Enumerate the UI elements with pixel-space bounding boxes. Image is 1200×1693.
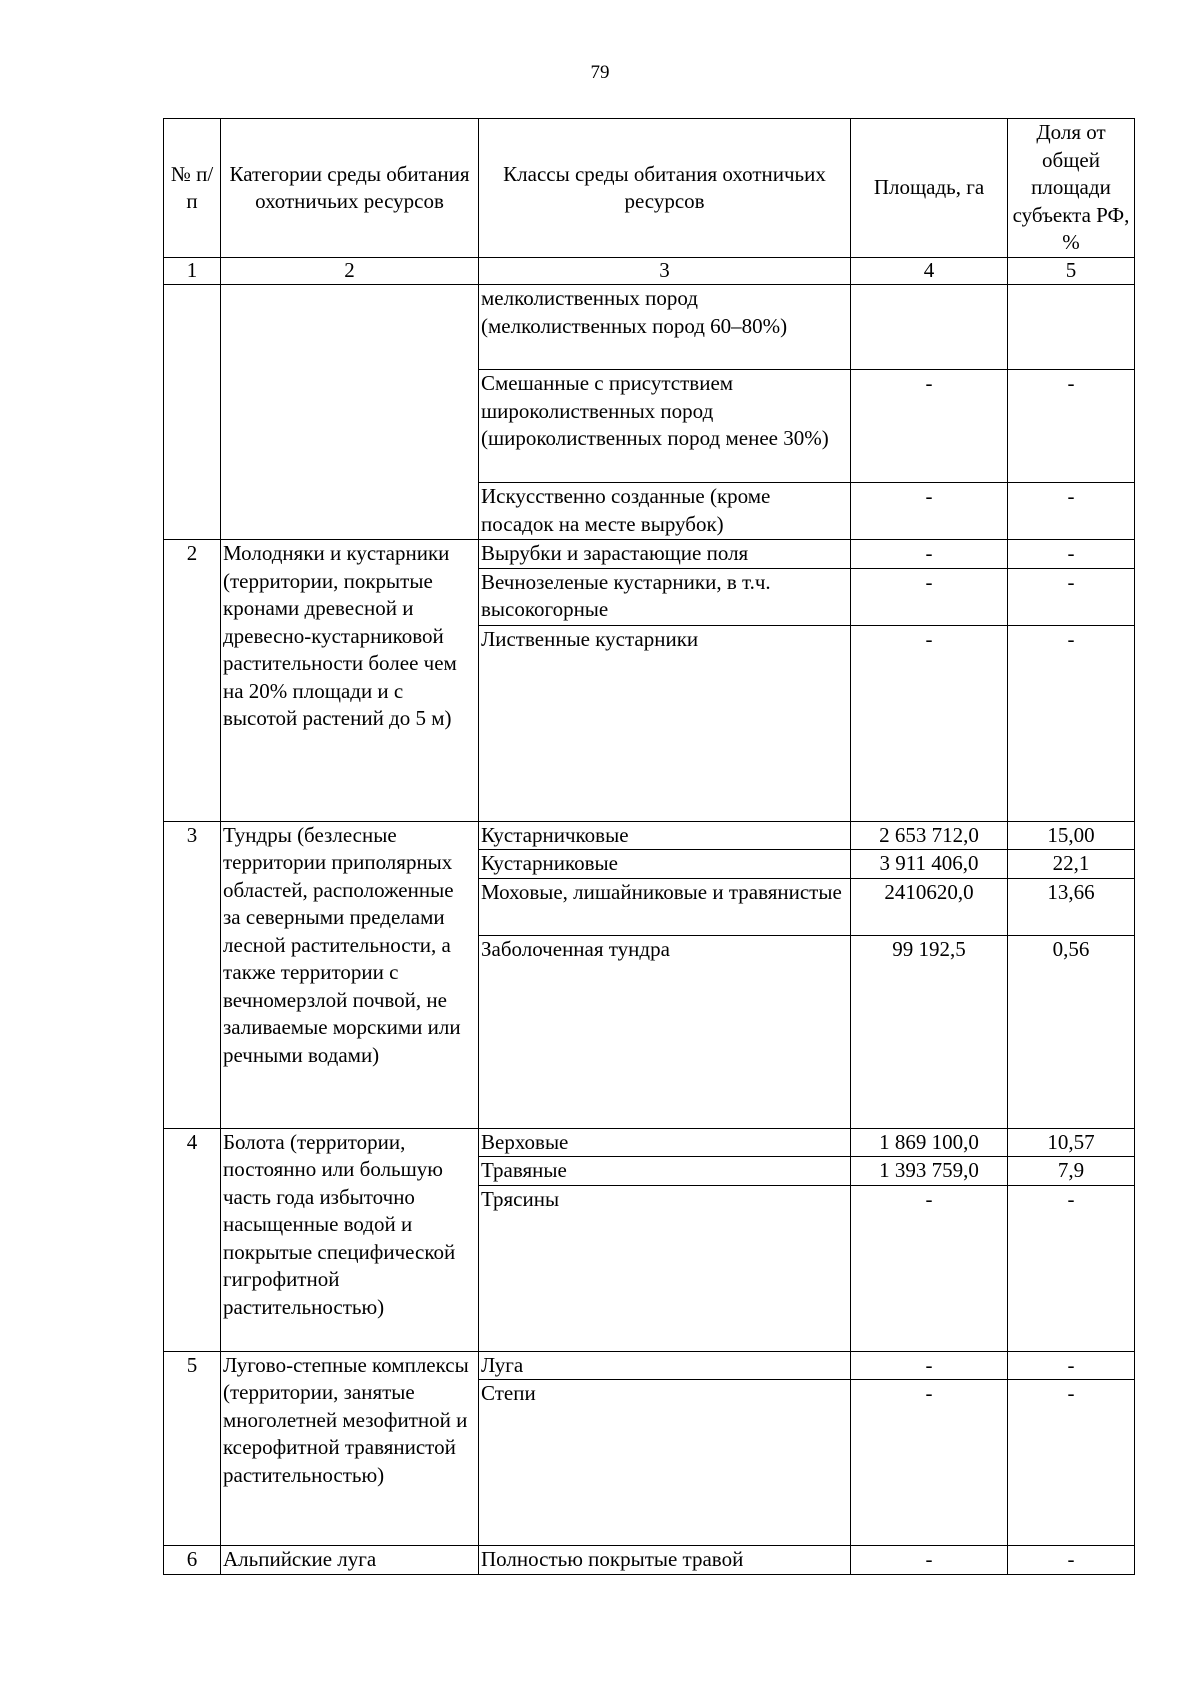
area-cell [851,285,1008,370]
area-cell: 99 192,5 [851,935,1008,1128]
row-number: 2 [164,540,221,822]
class-cell: Кустарничковые [479,821,851,850]
header-number: № п/п [164,119,221,258]
share-cell: - [1008,1185,1135,1351]
category-cell: Лугово-степные комплексы (территории, занятые многолетней мезофитной и ксерофитной травянистой растительностью) [221,1351,479,1546]
column-index-row [164,258,1135,285]
area-cell: - [851,370,1008,483]
share-cell: - [1008,1546,1135,1575]
area-cell: - [851,1546,1008,1575]
class-cell: Степи [479,1380,851,1546]
share-cell: - [1008,370,1135,483]
table-row [164,1351,1135,1380]
table-row [164,1546,1135,1575]
share-cell: 0,56 [1008,935,1135,1128]
category-cell: Молодняки и кустарники (территории, покрытые кронами древесной и древесно-кустарниковой растительности более чем на 20% площади и с высотой растений до 5 м) [221,540,479,822]
area-cell: - [851,568,1008,625]
share-cell: 15,00 [1008,821,1135,850]
area-cell: - [851,1380,1008,1546]
class-cell: Моховые, лишайниковые и травянистые [479,878,851,935]
class-cell: Кустарниковые [479,850,851,879]
habitat-table [163,118,1135,1575]
share-cell: 10,57 [1008,1128,1135,1157]
page-number: 79 [590,62,610,83]
column-index: 3 [479,258,851,285]
category-cell: Альпийские луга [221,1546,479,1575]
class-cell: Травяные [479,1157,851,1186]
table-row [164,540,1135,569]
table-row [164,821,1135,850]
class-cell: Верховые [479,1128,851,1157]
area-cell: 1 393 759,0 [851,1157,1008,1186]
area-cell: 2 653 712,0 [851,821,1008,850]
class-cell: Трясины [479,1185,851,1351]
share-cell: - [1008,568,1135,625]
row-number: 4 [164,1128,221,1351]
class-cell: Искусственно созданные (кроме посадок на месте вырубок) [479,483,851,540]
area-cell: - [851,1351,1008,1380]
row-number: 6 [164,1546,221,1575]
column-index: 4 [851,258,1008,285]
class-cell: мелколиственных пород (мелколиственных пород 60–80%) [479,285,851,370]
row-number: 3 [164,821,221,1128]
class-cell: Вечнозеленые кустарники, в т.ч. высокогорные [479,568,851,625]
class-cell: Полностью покрытые травой [479,1546,851,1575]
header-area: Площадь, га [851,119,1008,258]
column-index: 1 [164,258,221,285]
column-index: 5 [1008,258,1135,285]
table-row [164,1128,1135,1157]
share-cell: 22,1 [1008,850,1135,879]
class-cell: Вырубки и зарастающие поля [479,540,851,569]
area-cell: 1 869 100,0 [851,1128,1008,1157]
table-row [164,285,1135,370]
share-cell: 13,66 [1008,878,1135,935]
share-cell: - [1008,540,1135,569]
area-cell: - [851,1185,1008,1351]
share-cell: - [1008,625,1135,821]
header-row [164,119,1135,258]
header-share: Доля от общей площади субъекта РФ, % [1008,119,1135,258]
row-number [164,285,221,540]
area-cell: 2410620,0 [851,878,1008,935]
share-cell: - [1008,1351,1135,1380]
row-number: 5 [164,1351,221,1546]
area-cell: - [851,483,1008,540]
class-cell: Заболоченная тундра [479,935,851,1128]
area-cell: - [851,540,1008,569]
category-cell [221,285,479,540]
header-class: Классы среды обитания охотничьих ресурсов [479,119,851,258]
area-cell: 3 911 406,0 [851,850,1008,879]
class-cell: Смешанные с присутствием широколиственных пород (широколиственных пород менее 30%) [479,370,851,483]
class-cell: Лиственные кустарники [479,625,851,821]
share-cell: - [1008,1380,1135,1546]
category-cell: Тундры (безлесные территории приполярных областей, расположенные за северными пределами лесной растительности, а также территории с вечномерзлой почвой, не заливаемые морскими или речными водами) [221,821,479,1128]
class-cell: Луга [479,1351,851,1380]
share-cell: - [1008,483,1135,540]
category-cell: Болота (территории, постоянно или большую часть года избыточно насыщенные водой и покрытые специфической гигрофитной растительностью) [221,1128,479,1351]
share-cell [1008,285,1135,370]
share-cell: 7,9 [1008,1157,1135,1186]
column-index: 2 [221,258,479,285]
header-category: Категории среды обитания охотничьих ресурсов [221,119,479,258]
area-cell: - [851,625,1008,821]
